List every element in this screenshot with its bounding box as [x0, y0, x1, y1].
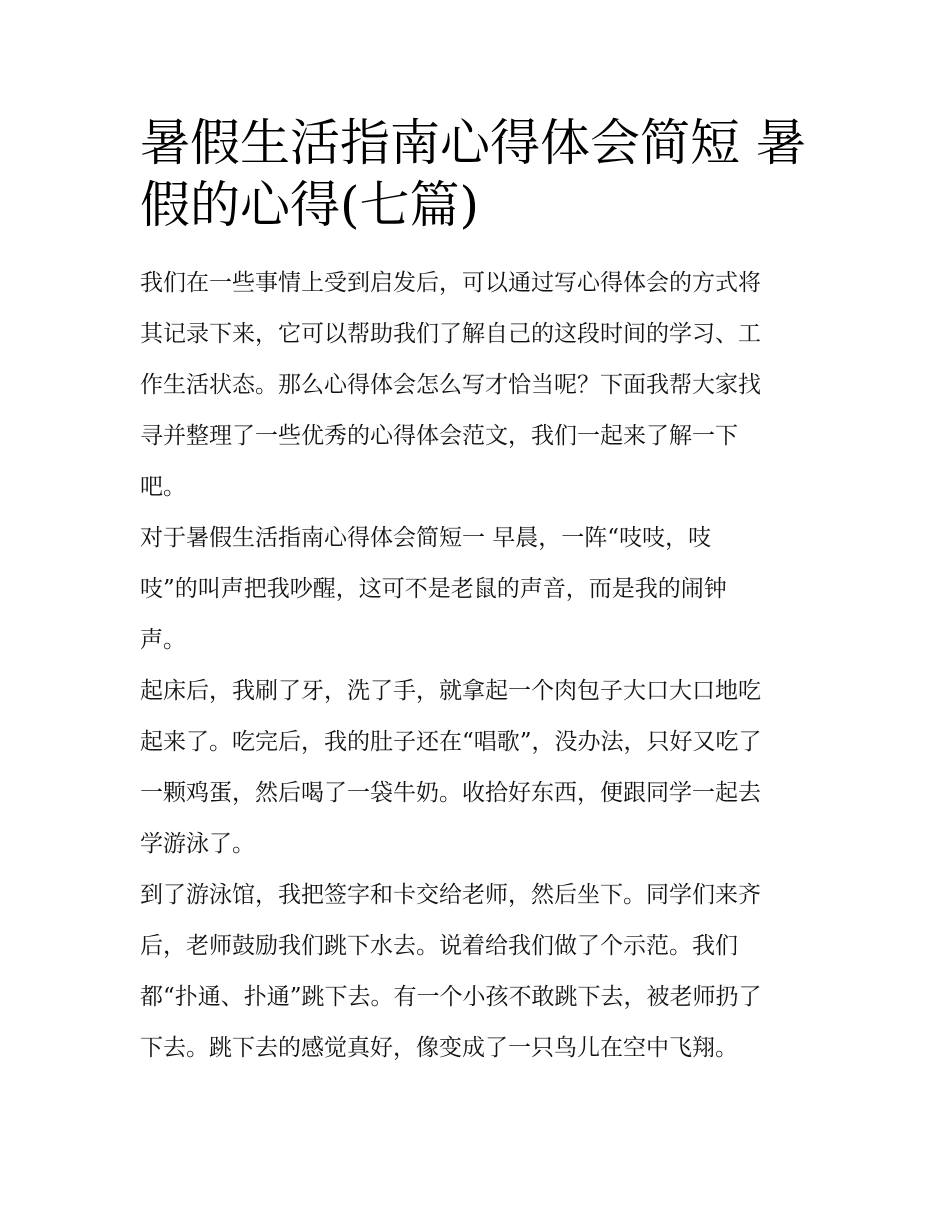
- document-title: [140, 112, 812, 236]
- text-line: 声。: [140, 627, 186, 653]
- swimming-paragraph: [140, 870, 812, 1074]
- text-line: 我们在一些事情上受到启发后，可以通过写心得体会的方式将: [140, 270, 761, 296]
- text-line: 到了游泳馆，我把签字和卡交给老师，然后坐下。同学们来齐: [140, 882, 761, 908]
- text-line: 下去。跳下去的感觉真好，像变成了一只鸟儿在空中飞翔。: [140, 1035, 738, 1061]
- text-line: 起床后，我刷了牙，洗了手，就拿起一个肉包子大口大口地吃: [140, 678, 761, 704]
- text-line: 作生活状态。那么心得体会怎么写才恰当呢？下面我帮大家找: [140, 372, 761, 398]
- text-line: 一颗鸡蛋，然后喝了一袋牛奶。收拾好东西，便跟同学一起去: [140, 780, 761, 806]
- text-line: 起来了。吃完后，我的肚子还在“唱歌”，没办法，只好又吃了: [140, 729, 762, 755]
- text-line: 都“扑通、扑通”跳下去。有一个小孩不敢跳下去，被老师扔了: [140, 984, 762, 1010]
- intro-paragraph: [140, 258, 812, 513]
- text-line: 对于暑假生活指南心得体会简短一 早晨，一阵“吱吱，吱: [140, 525, 712, 551]
- title-line-1: 暑假生活指南心得体会简短 暑: [140, 114, 806, 172]
- title-line-2: 假的心得(七篇): [140, 176, 480, 234]
- document-body: [140, 258, 812, 1074]
- text-line: 后，老师鼓励我们跳下水去。说着给我们做了个示范。我们: [140, 933, 738, 959]
- text-line: 其记录下来，它可以帮助我们了解自己的这段时间的学习、工: [140, 321, 761, 347]
- text-line: 学游泳了。: [140, 831, 255, 857]
- text-line: 寻并整理了一些优秀的心得体会范文，我们一起来了解一下: [140, 423, 738, 449]
- morning-paragraph: [140, 513, 812, 666]
- document-page: [140, 112, 812, 1074]
- text-line: 吧。: [140, 474, 186, 500]
- breakfast-paragraph: [140, 666, 812, 870]
- text-line: 吱”的叫声把我吵醒，这可不是老鼠的声音，而是我的闹钟: [140, 576, 727, 602]
